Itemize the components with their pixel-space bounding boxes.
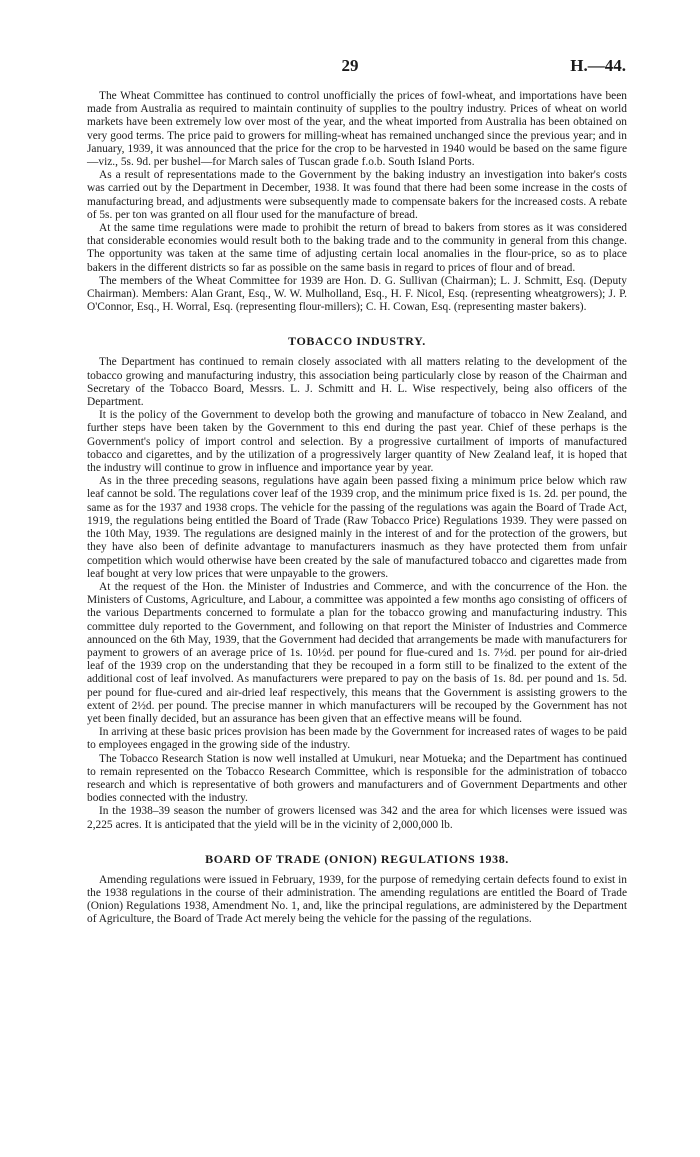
- paragraph: In the 1938–39 season the number of growers licensed was 342 and the area for which licenses were issued was 2,225 acres. It is anticipated that the yield will be in the vicinity of 2,000,000 lb.: [87, 805, 627, 831]
- paragraph: The Department has continued to remain closely associated with all matters relating to the development of the tobacco growing and manufacturing industry, this association being particularly close by reason of the Chairman and Secretary of the Tobacco Board, Messrs. L. J. Schmitt and H. L. Wise respectively, being also officers of the Department.: [87, 356, 627, 409]
- page-header: [0, 54, 700, 78]
- tobacco-section: [87, 334, 627, 831]
- section-heading-tobacco: TOBACCO INDUSTRY.: [288, 334, 426, 349]
- document-reference: H.—44.: [570, 56, 626, 75]
- wheat-section: [87, 90, 627, 314]
- paragraph: Amending regulations were issued in February, 1939, for the purpose of remedying certain defects found to exist in the 1938 regulations in the course of their administration. The amending regulations are entitled the Board of Trade (Onion) Regulations 1938, Amendment No. 1, and, like the principal regulations, are administered by the Department of Agriculture, the Board of Trade Act merely being the vehicle for the passing of the regulations.: [87, 873, 627, 926]
- paragraph: It is the policy of the Government to develop both the growing and manufacture of tobacco in New Zealand, and further steps have been taken by the Government to this end during the past year. Chief of these perhaps is the Government's policy of import control and selection. By a progressive curtailment of imports of manufactured tobacco and cigarettes, and by the utilization of a progressively larger quantity of New Zealand leaf, it is hoped that the industry will continue to grow in influence and importance year by year.: [87, 409, 627, 475]
- paragraph: At the same time regulations were made to prohibit the return of bread to bakers from stores as it was considered that considerable economies would result both to the baking trade and to the community in general from this change. The opportunity was taken at the same time of adjusting certain local anomalies in the flour-price, so as to place bakers in the different districts so far as possible on the same basis in regard to prices of flour and of bread.: [87, 222, 627, 274]
- section-heading-onion: BOARD OF TRADE (ONION) REGULATIONS 1938.: [205, 851, 509, 866]
- page-body: [87, 90, 627, 927]
- paragraph: As a result of representations made to the Government by the baking industry an investigation into baker's costs was carried out by the Department in December, 1938. It was found that there had been some increase in the costs of manufacturing bread, and adjustments were subsequently made to compensate bakers for the increased costs. A rebate of 5s. per ton was granted on all flour used for the manufacture of bread.: [87, 169, 627, 221]
- paragraph: The members of the Wheat Committee for 1939 are Hon. D. G. Sullivan (Chairman); L. J. Schmitt, Esq. (Deputy Chairman). Members: Alan Grant, Esq., W. W. Mulholland, Esq., H. F. Nicol, Esq. (representing wheatgrowers); J. P. O'Connor, Esq., H. Worral, Esq. (representing flour-millers); C. H. Cowan, Esq. (representing master bakers).: [87, 274, 627, 314]
- onion-section: [87, 852, 627, 927]
- paragraph: The Wheat Committee has continued to control unofficially the prices of fowl-wheat, and importations have been made from Australia as required to maintain continuity of supplies to the poultry industry. Prices of wheat on world markets have been extremely low over most of the year, and the wheat imported from Australia has been obtained on very good terms. The price paid to growers for milling-wheat has remained unchanged since the previous year; and in January, 1939, it was announced that the price for the crop to be harvested in 1940 would be based on the same figure—viz., 5s. 9d. per bushel—for March sales of Tuscan grade f.o.b. South Island Ports.: [87, 90, 627, 169]
- page-number: 29: [341, 56, 359, 75]
- paragraph: In arriving at these basic prices provision has been made by the Government for increased rates of wages to be paid to employees engaged in the growing side of the industry.: [87, 726, 627, 752]
- paragraph: As in the three preceding seasons, regulations have again been passed fixing a minimum price below which raw leaf cannot be sold. The regulations cover leaf of the 1939 crop, and the minimum price fixed is 1s. 2d. per pound, the same as for the 1937 and 1938 crops. The vehicle for the passing of the regulations was again the Board of Trade Act, 1919, the regulations being entitled the Board of Trade (Raw Tobacco Price) Regulations 1939. They were passed on the 10th May, 1939. The regulations are designed mainly in the interest of and for the protection of the growers, but they have also been of definite advantage to manufacturers inasmuch as they have protected them from unfair competition which would otherwise have been created by the sale of manufactured tobacco and cigarettes made from leaf bought at very low prices that were unpayable to the growers.: [87, 475, 627, 580]
- paragraph: The Tobacco Research Station is now well installed at Umukuri, near Motueka; and the Department has continued to remain represented on the Tobacco Research Committee, which is responsible for the administration of tobacco research and which is representative of both growers and manufacturers and of Government Departments and other bodies connected with the industry.: [87, 752, 627, 805]
- paragraph: At the request of the Hon. the Minister of Industries and Commerce, and with the concurrence of the Hon. the Ministers of Customs, Agriculture, and Labour, a committee was appointed a few months ago consisting of officers of the various Departments concerned to formulate a plan for the tobacco growing and manufacturing industry. This committee duly reported to the Government, and following on that report the Minister of Industries and Commerce announced on the 6th May, 1939, that the Government had decided that arrangements be made with manufacturers for payment to growers of an average price of 1s. 10½d. per pound for flue-cured and 1s. 7½d. per pound for air-dried leaf of the 1939 crop on the understanding that they be recouped in a form still to be finalized to the extent of the additional cost of leaf involved. As manufacturers were prepared to pay on the basis of 1s. 8d. per pound and 1s. 5d. per pound for flue-cured and air-dried leaf respectively, this means that the Government is assisting growers to the extent of 2½d. per pound. The precise manner in which manufacturers will be recouped by the Government has not yet been finally decided, but an assurance has been given that an effective means will be found.: [87, 580, 627, 725]
